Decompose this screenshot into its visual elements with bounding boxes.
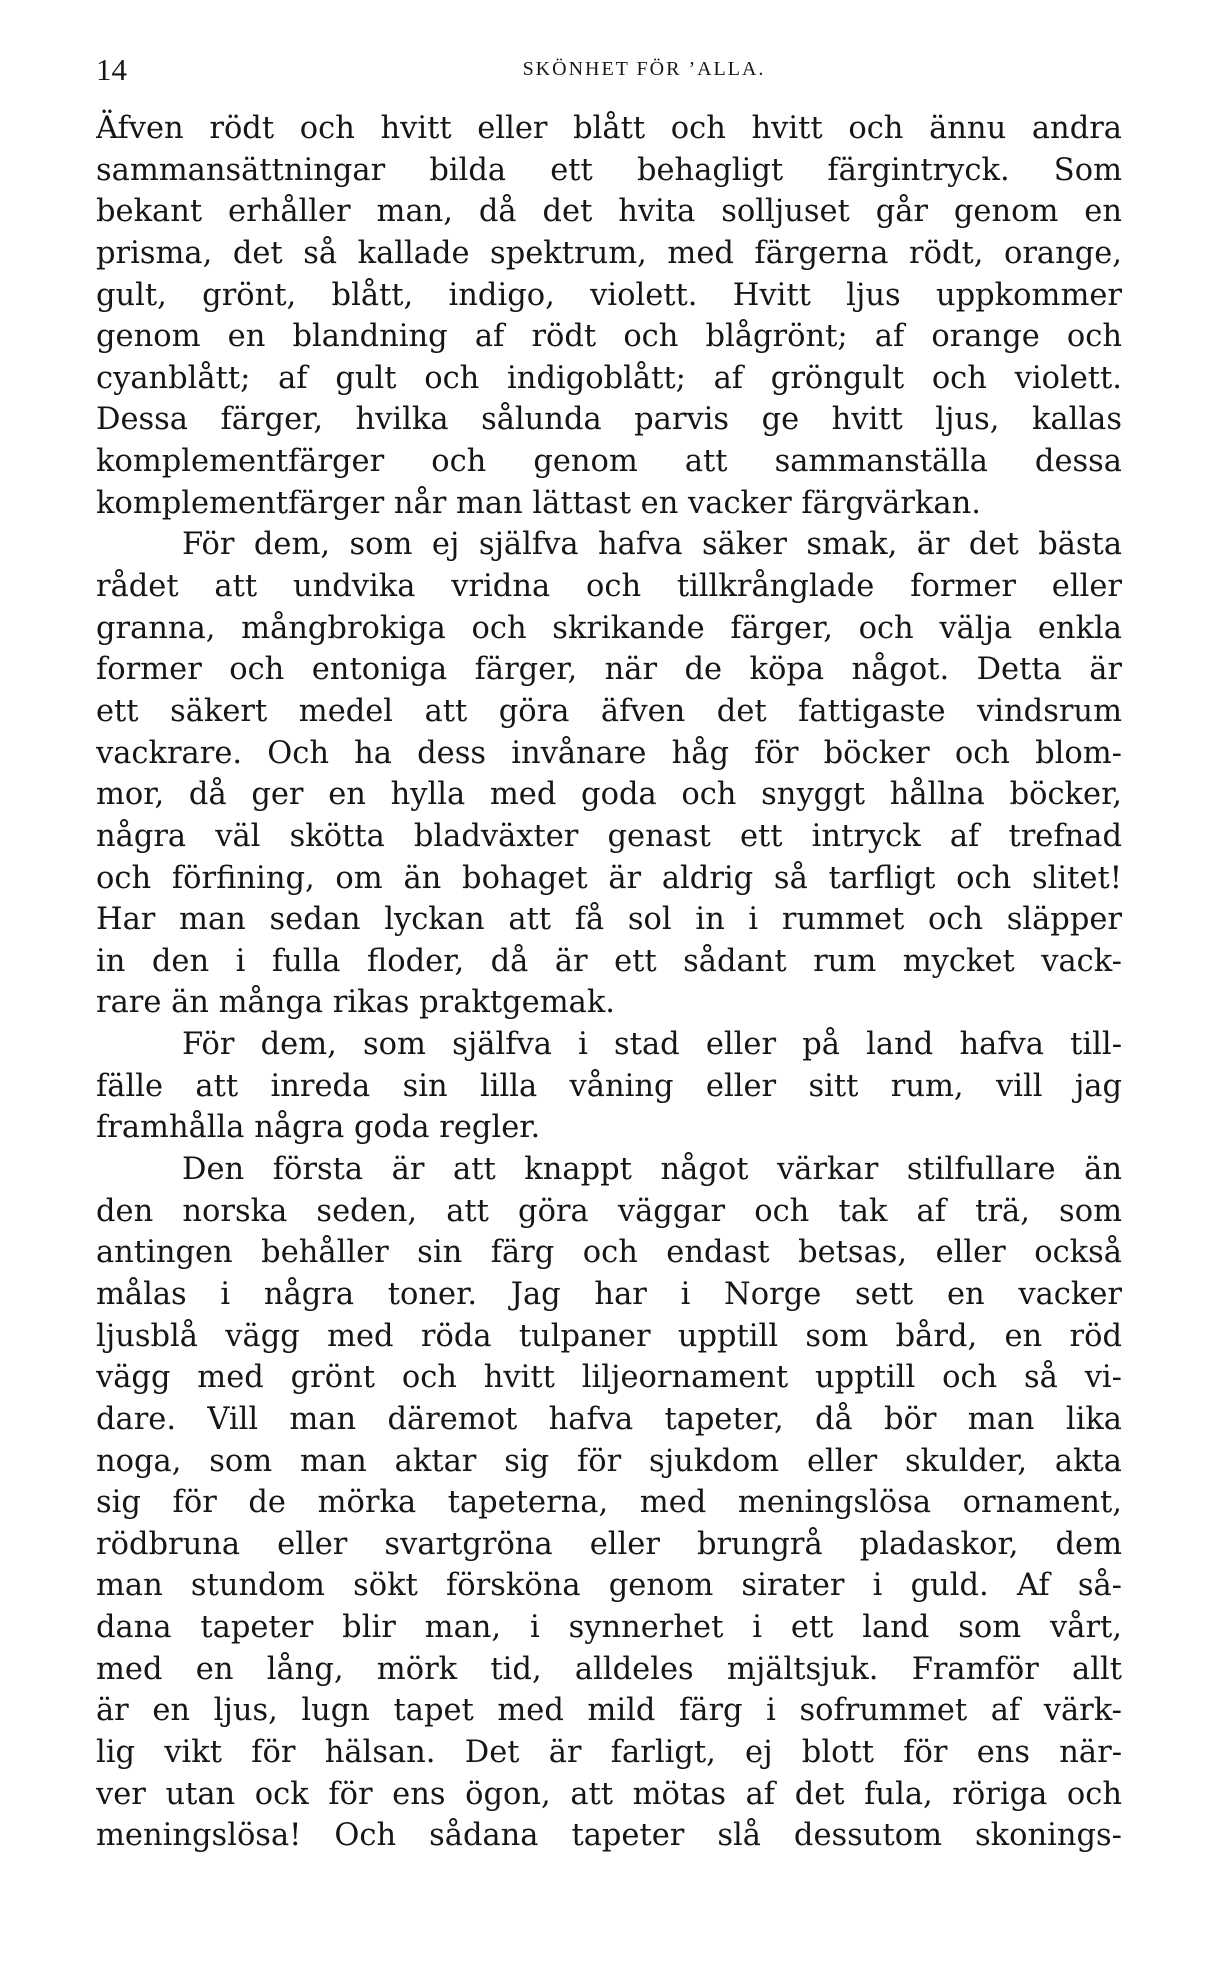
text-line: gult, grönt, blått, indigo, violett. Hvitt ljus uppkommer bbox=[96, 277, 1122, 313]
text-line: meningslösa! Och sådana tapeter slå dessutom skonings- bbox=[96, 1818, 1122, 1854]
text-line: man stundom sökt försköna genom sirater i guld. Af så- bbox=[96, 1568, 1122, 1604]
text-line: vägg med grönt och hvitt liljeornament upptill och så vi- bbox=[96, 1360, 1122, 1396]
text-line: antingen behåller sin färg och endast betsas, eller också bbox=[96, 1235, 1122, 1271]
text-line: ett säkert medel att göra äfven det fattigaste vindsrum bbox=[96, 693, 1122, 729]
text-line: dare. Vill man däremot hafva tapeter, då bör man lika bbox=[96, 1401, 1122, 1437]
text-line: in den i fulla floder, då är ett sådant rum mycket vack- bbox=[96, 943, 1122, 979]
text-line: ljusblå vägg med röda tulpaner upptill som bård, en röd bbox=[96, 1318, 1122, 1354]
text-line: granna, mångbrokiga och skrikande färger, och välja enkla bbox=[96, 610, 1122, 646]
text-line: den norska seden, att göra väggar och tak af trä, som bbox=[96, 1193, 1122, 1229]
body-text bbox=[96, 108, 1122, 1857]
text-line: komplementfärger når man lättast en vacker färgvärkan. bbox=[96, 485, 981, 521]
text-line: bekant erhåller man, då det hvita solljuset går genom en bbox=[96, 194, 1122, 230]
text-line: Har man sedan lyckan att få sol in i rummet och släpper bbox=[96, 902, 1122, 938]
text-line: med en lång, mörk tid, alldeles mjältsjuk. Framför allt bbox=[96, 1651, 1122, 1687]
text-line: dana tapeter blir man, i synnerhet i ett land som vårt, bbox=[96, 1610, 1122, 1646]
text-line: komplementfärger och genom att sammanställa dessa bbox=[96, 444, 1122, 480]
running-head bbox=[96, 52, 1122, 92]
text-line: och förfining, om än bohaget är aldrig så tarfligt och slitet! bbox=[96, 860, 1122, 896]
text-line: sig för de mörka tapeterna, med meningslösa ornament, bbox=[96, 1485, 1122, 1521]
text-line: rödbruna eller svartgröna eller brungrå pladaskor, dem bbox=[96, 1526, 1122, 1562]
text-line: cyanblått; af gult och indigoblått; af gröngult och violett. bbox=[96, 360, 1122, 396]
text-line: sammansättningar bilda ett behagligt färgintryck. Som bbox=[96, 152, 1122, 188]
text-line: genom en blandning af rödt och blågrönt; af orange och bbox=[96, 319, 1122, 355]
text-line: Den första är att knappt något värkar stilfullare än bbox=[182, 1152, 1122, 1188]
text-line: Dessa färger, hvilka sålunda parvis ge hvitt ljus, kallas bbox=[96, 402, 1122, 438]
text-line: prisma, det så kallade spektrum, med färgerna rödt, orange, bbox=[96, 235, 1122, 271]
text-line: målas i några toner. Jag har i Norge sett en vacker bbox=[96, 1276, 1122, 1312]
page-number: 14 bbox=[96, 52, 127, 87]
text-line: För dem, som själfva i stad eller på land hafva till- bbox=[182, 1027, 1122, 1063]
text-line: är en ljus, lugn tapet med mild färg i sofrummet af värk- bbox=[96, 1693, 1122, 1729]
text-line: Äfven rödt och hvitt eller blått och hvitt och ännu andra bbox=[96, 111, 1122, 146]
text-line: rådet att undvika vridna och tillkrånglade former eller bbox=[96, 569, 1122, 605]
text-line: några väl skötta bladväxter genast ett intryck af trefnad bbox=[96, 818, 1122, 854]
text-line: vackrare. Och ha dess invånare håg för böcker och blom- bbox=[96, 735, 1122, 771]
text-line: lig vikt för hälsan. Det är farligt, ej blott för ens när- bbox=[96, 1734, 1122, 1770]
running-title: SKÖNHET FÖR ’ALLA. bbox=[522, 58, 766, 80]
text-line: former och entoniga färger, när de köpa något. Detta är bbox=[96, 652, 1122, 688]
text-line: mor, då ger en hylla med goda och snyggt hållna böcker, bbox=[96, 777, 1122, 813]
text-line: För dem, som ej själfva hafva säker smak, är det bästa bbox=[182, 527, 1122, 563]
text-line: ver utan ock för ens ögon, att mötas af det fula, röriga och bbox=[96, 1776, 1122, 1812]
text-line: noga, som man aktar sig för sjukdom eller skulder, akta bbox=[96, 1443, 1122, 1479]
text-line: rare än många rikas praktgemak. bbox=[96, 985, 615, 1021]
text-line: framhålla några goda regler. bbox=[96, 1110, 541, 1146]
text-line: fälle att inreda sin lilla våning eller sitt rum, vill jag bbox=[96, 1068, 1122, 1104]
